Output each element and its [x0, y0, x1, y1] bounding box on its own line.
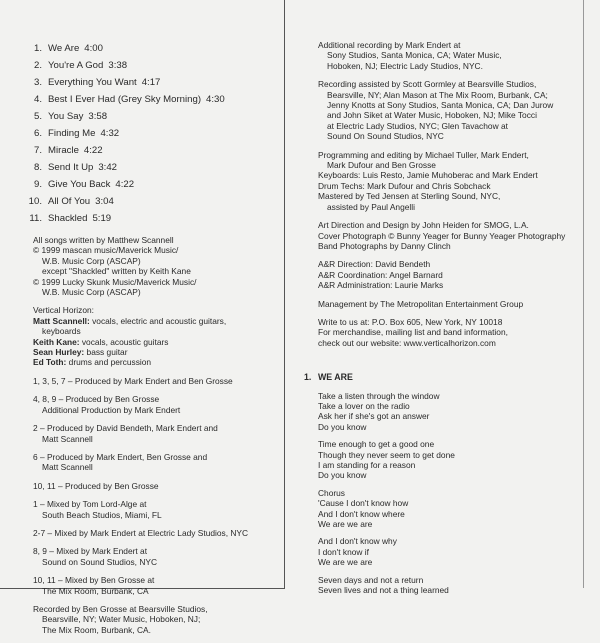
track-title: Give You Back: [48, 179, 111, 190]
track-duration: 4:22: [83, 145, 103, 156]
track-title: Best I Ever Had (Grey Sky Morning): [48, 94, 202, 105]
credit-line: A&R Administration: Laurie Marks: [318, 280, 444, 291]
member-role: bass guitar: [84, 347, 128, 358]
credit-line: Sony Studios, Santa Monica, CA; Water Music,: [327, 50, 502, 61]
band-member: [33, 316, 279, 326]
credit-line: Mark Dufour and Ben Grosse: [327, 160, 436, 171]
credit-line: Hoboken, NJ; Electric Lady Studios, NYC.: [327, 60, 483, 71]
track-list: [23, 40, 279, 227]
member-name: Sean Hurley:: [33, 347, 85, 358]
song-number: 1.: [304, 372, 312, 383]
right-column: [304, 40, 580, 602]
lyric-line: Seven lives and not a thing learned: [318, 585, 449, 596]
production-credits: [33, 376, 279, 491]
track-row: [23, 40, 279, 57]
track-duration: 5:19: [92, 213, 112, 224]
lyric-line: Time enough to get a good one: [318, 439, 435, 450]
credit-line: Bearsville, NY; Alan Mason at The Mix Room, Burbank, CA;: [327, 89, 548, 100]
credit-line: at Electric Lady Studios, NYC; Glen Tavachow at: [327, 120, 508, 131]
lyric-line: Seven days and not a return: [318, 574, 424, 585]
credit-line: A&R Coordination: Angel Barnard: [318, 269, 443, 280]
member-name: Matt Scannell:: [33, 315, 90, 326]
track-number: 8.: [33, 162, 42, 173]
lyric-line: Take a lover on the radio: [318, 400, 410, 411]
mixing-entry: [33, 575, 279, 596]
credit-line: Art Direction and Design by John Heiden for SMOG, L.A.: [318, 220, 529, 231]
track-number: 5.: [33, 111, 42, 122]
lyric-line: We are we are: [318, 557, 373, 568]
production-line: Matt Scannell: [42, 433, 93, 444]
track-number: 10.: [28, 196, 42, 207]
left-column: [28, 40, 279, 643]
mixing-line: Sound on Sound Studios, NYC: [42, 556, 158, 567]
credit-entry: [318, 150, 580, 212]
track-title: Miracle: [48, 145, 79, 156]
lyric-stanza: [318, 575, 580, 596]
song-title-text: WE ARE: [318, 372, 353, 383]
lyric-line: Ask her if she's got an answer: [318, 411, 430, 422]
track-number: 4.: [33, 94, 42, 105]
credit-entry: [318, 299, 580, 309]
credit-line: Recording assisted by Scott Gormley at Bearsville Studios,: [318, 79, 537, 90]
member-role-cont: keyboards: [42, 326, 81, 337]
track-row: [23, 159, 279, 176]
credit-line: Additional recording by Mark Endert at: [318, 40, 461, 50]
lyric-stanza: [318, 488, 580, 530]
additional-credits: [318, 40, 580, 348]
recording-credits: [33, 604, 279, 635]
recorded-line: Recorded by Ben Grosse at Bearsville Studios,: [33, 603, 208, 614]
credit-entry: [318, 40, 580, 71]
production-line: Matt Scannell: [42, 462, 93, 473]
credit-line: Sound On Sound Studios, NYC: [327, 131, 444, 142]
songwriting-line: W.B. Music Corp (ASCAP): [42, 255, 141, 266]
track-row: [23, 91, 279, 108]
credit-line: and John Siket at Water Music, Hoboken, NJ; Mike Tocci: [327, 110, 537, 121]
credit-line: Management by The Metropolitan Entertainment Group: [318, 298, 524, 309]
credit-entry: [318, 259, 580, 290]
band-member: [33, 337, 279, 347]
track-duration: 3:38: [108, 60, 128, 71]
track-title: You're A God: [48, 60, 104, 71]
lyric-line: 'Cause I don't know how: [318, 498, 409, 509]
production-entry: [33, 452, 279, 473]
credit-line: For merchandise, mailing list and band information,: [318, 327, 508, 338]
credit-line: Programming and editing by Michael Tuller, Mark Endert,: [318, 149, 529, 160]
production-line: 2 – Produced by David Bendeth, Mark Endert and: [33, 423, 218, 434]
credit-line: Keyboards: Luis Resto, Jamie Muhoberac and Mark Endert: [318, 170, 538, 181]
recorded-line: Bearsville, NY; Water Music, Hoboken, NJ;: [42, 614, 201, 625]
songwriting-credits: [33, 235, 279, 297]
credit-entry: [318, 220, 580, 251]
lyric-stanza: [318, 391, 580, 433]
band-member: [33, 357, 279, 367]
track-title: Send It Up: [48, 162, 94, 173]
band-heading: Vertical Horizon:: [33, 305, 94, 316]
track-number: 1.: [33, 43, 42, 54]
credit-line: Drum Techs: Mark Dufour and Chris Sobchack: [318, 180, 491, 191]
track-duration: 4:17: [141, 77, 161, 88]
credit-line: Cover Photograph © Bunny Yeager for Bunny Yeager Photography: [318, 230, 566, 241]
credit-line: Band Photographs by Danny Clinch: [318, 240, 451, 251]
production-entry: [33, 394, 279, 415]
track-row: [23, 57, 279, 74]
production-line: 10, 11 – Produced by Ben Grosse: [33, 480, 159, 491]
track-duration: 3:58: [88, 111, 108, 122]
lyric-line: We are we are: [318, 519, 373, 530]
track-title: All Of You: [48, 196, 91, 207]
lyric-line: Though they never seem to get done: [318, 449, 455, 460]
band-credits: [33, 305, 279, 367]
credit-line: Jenny Knotts at Sony Studios, Santa Monica, CA; Dan Jurow: [327, 100, 554, 111]
lyric-line: Do you know: [318, 470, 367, 481]
mixing-entry: [33, 499, 279, 520]
track-duration: 3:04: [95, 196, 114, 207]
production-line: 4, 8, 9 – Produced by Ben Grosse: [33, 394, 160, 405]
track-title: You Say: [48, 111, 84, 122]
lyrics: [318, 391, 580, 596]
mixing-entry: [33, 546, 279, 567]
track-title: We Are: [48, 43, 80, 54]
production-line: Additional Production by Mark Endert: [42, 404, 181, 415]
band-member: [33, 347, 279, 357]
production-line: 1, 3, 5, 7 – Produced by Mark Endert and Ben Grosse: [33, 375, 233, 386]
track-title: Finding Me: [48, 128, 96, 139]
mixing-line: South Beach Studios, Miami, FL: [42, 509, 162, 520]
track-row: [23, 193, 279, 210]
production-entry: [33, 481, 279, 491]
member-role: drums and percussion: [66, 357, 152, 368]
mixing-line: 1 – Mixed by Tom Lord-Alge at: [33, 499, 147, 510]
track-row: [23, 210, 279, 227]
credit-line: check out our website: www.verticalhorizon.com: [318, 337, 496, 348]
credit-entry: [318, 317, 580, 348]
track-number: 2.: [33, 60, 42, 71]
credit-line: Mastered by Ted Jensen at Sterling Sound, NYC,: [318, 191, 501, 202]
track-duration: 4:30: [206, 94, 225, 105]
track-row: [23, 108, 279, 125]
production-entry: [33, 376, 279, 386]
mixing-credits: [33, 499, 279, 596]
track-duration: 4:22: [115, 179, 135, 190]
lyric-line: Take a listen through the window: [318, 390, 440, 401]
song-title: [304, 372, 580, 382]
credit-entry: [318, 79, 580, 141]
songwriting-line: All songs written by Matthew Scannell: [33, 235, 174, 245]
track-number: 6.: [33, 128, 42, 139]
mixing-entry: [33, 528, 279, 538]
lyric-line: And I don't know why: [318, 536, 397, 547]
lyric-line: I am standing for a reason: [318, 460, 416, 470]
mixing-line: The Mix Room, Burbank, CA: [42, 585, 149, 596]
songwriting-line: © 1999 mascan music/Maverick Music/: [33, 245, 179, 256]
track-title: Everything You Want: [48, 77, 137, 88]
member-role: vocals, electric and acoustic guitars,: [89, 315, 227, 326]
songwriting-line: W.B. Music Corp (ASCAP): [42, 287, 141, 298]
mixing-line: 8, 9 – Mixed by Mark Endert at: [33, 546, 148, 557]
track-row: [23, 74, 279, 91]
lyric-line: I don't know if: [318, 546, 369, 557]
mixing-line: 2-7 – Mixed by Mark Endert at Electric Lady Studios, NYC: [33, 527, 249, 538]
track-row: [23, 176, 279, 193]
track-number: 3.: [33, 77, 42, 88]
songwriting-line: © 1999 Lucky Skunk Music/Maverick Music/: [33, 276, 197, 287]
track-duration: 3:42: [98, 162, 118, 173]
credit-line: Write to us at: P.O. Box 605, New York, NY 10018: [318, 316, 503, 327]
member-name: Ed Toth:: [33, 357, 67, 368]
lyric-stanza: [318, 439, 580, 481]
track-duration: 4:00: [84, 43, 103, 54]
right-panel-edge: [583, 0, 584, 588]
lyric-stanza: [318, 536, 580, 567]
songwriting-line: except "Shackled" written by Keith Kane: [42, 266, 191, 277]
member-name: Keith Kane:: [33, 336, 80, 347]
track-number: 9.: [33, 179, 42, 190]
lyric-line: Do you know: [318, 421, 367, 432]
production-line: 6 – Produced by Mark Endert, Ben Grosse and: [33, 451, 208, 462]
credit-line: A&R Direction: David Bendeth: [318, 259, 431, 270]
production-entry: [33, 423, 279, 444]
track-number: 7.: [33, 145, 42, 156]
track-row: [23, 142, 279, 159]
track-number: 11.: [29, 213, 42, 224]
credit-line: assisted by Paul Angelli: [327, 201, 415, 212]
track-title: Shackled: [48, 213, 88, 224]
mixing-line: 10, 11 – Mixed by Ben Grosse at: [33, 575, 155, 586]
lyric-line: And I don't know where: [318, 508, 405, 519]
member-role: vocals, acoustic guitars: [79, 336, 169, 347]
track-duration: 4:32: [100, 128, 120, 139]
recorded-line: The Mix Room, Burbank, CA.: [42, 624, 151, 635]
track-row: [23, 125, 279, 142]
lyric-line: Chorus: [318, 487, 345, 498]
